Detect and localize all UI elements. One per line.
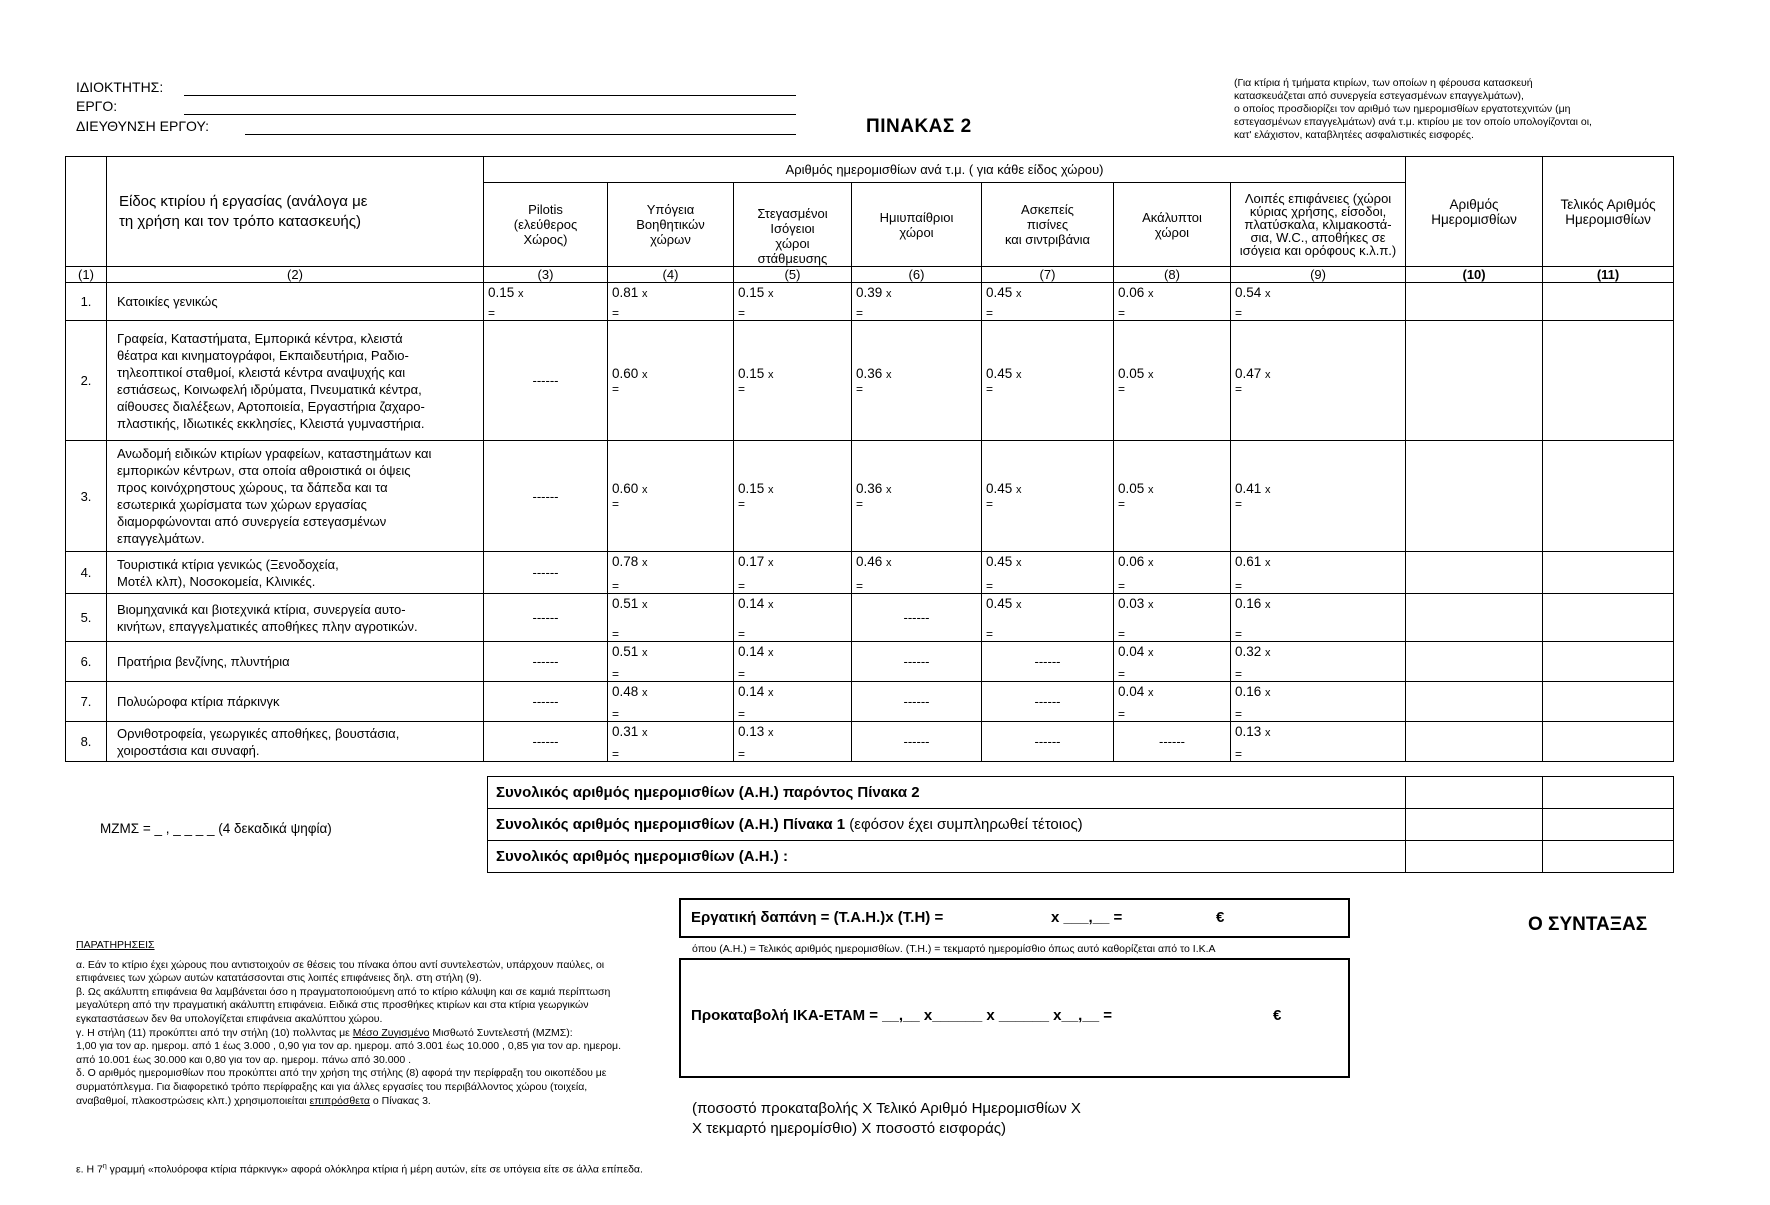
coefficient-cell[interactable] [852,441,982,552]
coefficient-value: 0.45 [986,481,1013,496]
coefficient-cell[interactable] [1114,594,1231,642]
col-header-parking: Στεγασμένοι Ισόγειοι χώροι στάθμευσης [734,183,852,267]
coefficient-value: 0.54 [1235,285,1262,300]
final-count-header: Τελικός Αριθμός Ημερομισθίων [1543,157,1674,267]
coefficient-cell[interactable] [608,441,734,552]
coefficient-value: 0.51 [612,596,639,611]
total-value-cell[interactable] [1406,777,1543,809]
coefficient-cell[interactable] [1114,552,1231,594]
col-number: (3) [484,267,608,283]
total-value-cell[interactable] [1406,841,1543,873]
equals-mark: = [1118,667,1126,681]
total-row-table1: Συνολικός αριθμός ημερομισθίων (Α.Η.) Πίνακα 1 (εφόσον έχει συμπληρωθεί τέτοιος) [488,809,1674,841]
row-number: 1. [66,283,107,321]
coefficient-cell[interactable] [1231,321,1406,441]
final-labor-days-cell[interactable] [1543,283,1674,321]
coefficient-cell[interactable] [734,552,852,594]
coefficient-value: 0.45 [986,365,1013,381]
coefficient-value: 0.39 [856,285,883,300]
not-applicable-cell: ------ [484,594,608,642]
multiply-mark: x [1148,687,1154,699]
multiply-mark: x [1265,288,1271,300]
coefficient-cell[interactable] [982,283,1114,321]
multiply-mark: x [768,484,774,496]
coefficient-cell[interactable] [734,441,852,552]
multiply-mark: x [642,557,648,569]
coefficient-cell[interactable] [1114,642,1231,682]
multiply-mark: x [768,727,774,739]
equals-mark: = [986,579,994,593]
labor-days-cell[interactable] [1406,722,1543,762]
col-number: (9) [1231,267,1406,283]
not-applicable-cell: ------ [484,682,608,722]
col-number: (10) [1406,267,1543,283]
header-note-line: ο οποίος προσδιορίζει τον αριθμό των ημερομισθίων εργατοτεχνιτών (μη [1234,103,1571,115]
equals-mark: = [612,747,620,761]
equals-mark: = [612,627,620,641]
coefficient-value: 0.17 [738,554,765,569]
project-field-line[interactable] [184,114,796,115]
labor-days-cell[interactable] [1406,441,1543,552]
not-applicable-cell: ------ [982,642,1114,682]
multiply-mark: x [1016,484,1022,496]
building-type: Πρατήρια βενζίνης, πλυντήρια [107,642,484,682]
multiply-mark: x [768,288,774,300]
totals-table [487,776,1674,873]
coefficient-cell[interactable] [608,594,734,642]
equals-mark: = [1118,381,1126,396]
multiply-mark: x [886,557,892,569]
not-applicable-cell: ------ [852,594,982,642]
header-note [1234,77,1674,142]
equals-mark: = [1118,306,1126,320]
observation-c: γ. Η στήλη (11) προκύπτει από την στήλη (10) πολλντας με Μέσο Ζυγισμένο Μισθωτό Συντελεστή (ΜΖΜΣ): [76,1026,573,1039]
multiply-mark: x [768,557,774,569]
multiply-mark: x [886,484,892,496]
multiply-mark: x [1265,557,1271,569]
coefficient-value: 0.47 [1235,365,1262,381]
equals-mark: = [738,707,746,721]
coefficient-value: 0.60 [612,365,639,381]
col-number: (6) [852,267,982,283]
building-type: Ανωδομή ειδικών κτιρίων γραφείων, καταστημάτων και εμπορικών κέντρων, στα οποία αθροιστικά οι όψεις προς κοινόχρηστους χώρους, τα δάπεδα και τα εσωτερικά χωρίσματα των χώρων εργασίας διαμορφώνονται από συνεργεία εστεγασμένων επαγγελμάτων. [107,441,484,552]
multiply-mark: x [886,368,892,381]
coefficient-cell[interactable] [1114,441,1231,552]
coefficient-value: 0.05 [1118,481,1145,496]
equals-mark: = [1235,497,1243,511]
coefficient-value: 0.51 [612,644,639,659]
header-note-line: κατασκευάζεται από συνεργεία εστεγασμένων επαγγελμάτων), [1234,90,1524,102]
multiply-mark: x [768,687,774,699]
table-row [66,321,1674,441]
row-number: 7. [66,682,107,722]
equals-mark: = [986,306,994,320]
multiply-mark: x [1016,599,1022,611]
equals-mark: = [738,627,746,641]
observations [76,939,636,1108]
equals-mark: = [856,579,864,593]
labor-cost-formula: Εργατική δαπάνη = (Τ.Α.Η.)x (Τ.Η) = [691,909,944,926]
coefficient-cell[interactable] [608,321,734,441]
multiply-mark: x [1148,647,1154,659]
coefficient-value: 0.41 [1235,481,1262,496]
final-labor-days-cell[interactable] [1543,642,1674,682]
coefficient-cell[interactable] [1114,682,1231,722]
building-type: Τουριστικά κτίρια γενικώς (Ξενοδοχεία, Μοτέλ κλπ), Νοσοκομεία, Κλινικές. [107,552,484,594]
not-applicable-cell: ------ [982,722,1114,762]
equals-mark: = [1118,627,1126,641]
col-number: (5) [734,267,852,283]
multiply-mark: x [1148,484,1154,496]
equals-mark: = [738,667,746,681]
labor-days-cell[interactable] [1406,642,1543,682]
coefficient-cell[interactable] [1231,594,1406,642]
header-note-line: (Για κτίρια ή τμήματα κτιρίων, των οποίων η φέρουσα κατασκευή [1234,77,1533,89]
coefficient-cell[interactable] [734,722,852,762]
building-type: Βιομηχανικά και βιοτεχνικά κτίρια, συνεργεία αυτο- κινήτων, επαγγελματικές αποθήκες πλην αγροτικών. [107,594,484,642]
coefficient-cell[interactable] [1231,682,1406,722]
equals-mark: = [1118,497,1126,511]
row-number: 6. [66,642,107,682]
final-labor-days-cell[interactable] [1543,682,1674,722]
multiply-mark: x [642,687,648,699]
equals-mark: = [1235,579,1243,593]
not-applicable-cell: ------ [484,321,608,441]
owner-field-line[interactable] [184,95,796,96]
building-type: Γραφεία, Καταστήματα, Εμπορικά κέντρα, κλειστά θέατρα και κινηματογράφοι, Εκπαιδευτήρια, Ραδιο- τηλεοπτικοί σταθμοί, κλειστά κέντρα αναψυχής και εστιάσεως, Κοινωφελή ιδρύματα, Πνευματικά κέντρα, αίθουσες διαλέξεων, Αρτοποιεία, Εργαστήρια ζαχαρο- πλαστικής, Ιδιωτικές εκκλησίες, Κλειστά γυμναστήρια. [107,321,484,441]
col-header-semi-open: Ημιυπαίθριοι χώροι [852,183,982,267]
coefficient-cell[interactable] [982,441,1114,552]
not-applicable-cell: ------ [852,682,982,722]
equals-mark: = [856,306,864,320]
address-label: ΔΙΕΥΘΥΝΣΗ ΕΡΓΟΥ: [76,118,209,134]
coefficient-cell[interactable] [608,682,734,722]
col-header-basements: Υπόγεια Βοηθητικών χώρων [608,183,734,267]
coefficient-value: 0.06 [1118,285,1145,300]
coefficient-cell[interactable] [982,321,1114,441]
observations-title: ΠΑΡΑΤΗΡΗΣΕΙΣ [76,939,155,951]
multiply-mark: x [1265,727,1271,739]
observation-b: β. Ως ακάλυπτη επιφάνεια θα λαμβάνεται όσο η πραγματοποιούμενη από το κτίριο κάλυψη και σε καμιά περίπτωση μεγαλύτερη από την πραγματική ακάλυπτη επιφάνεια. Ειδικά στις προσθήκες κτιρίων και στα κτίρια γεωργικών εγκαταστάσεων δεν θα υπολογίζεται επιφάνεια ακαλύπτου χώρου. [76,985,611,1025]
final-labor-days-cell[interactable] [1543,321,1674,441]
observation-c-rates: 1,00 για τον αρ. ημερομ. από 1 έως 3.000 , 0,90 για τον αρ. ημερομ. από 3.001 έως 10.000 , 0,85 για τον αρ. ημερομ. από 10.001 έως 30.000 και 0,80 για τον αρ. ημερομ. πάνω από 30.000 . [76,1040,622,1066]
coefficient-cell[interactable] [608,283,734,321]
coefficient-value: 0.15 [738,481,765,496]
multiply-mark: x [1265,368,1271,381]
table-header-row [66,157,1674,183]
multiply-mark: x [1148,288,1154,300]
address-field-line[interactable] [245,134,796,135]
col-header-other-areas: Λοιπές επιφάνειες (χώροι κύριας χρήσης, είσοδοι, πλατύσκαλα, κλιμακοστά- σια, W.C., αποθήκες σε ισόγεια και ορόφους κ.λ.π.) [1231,183,1406,267]
not-applicable-cell: ------ [484,441,608,552]
coefficient-value: 0.13 [738,724,765,739]
header-note-line: εστεγασμένων επαγγελμάτων) ανά τ.μ. κτιρίου με τον οποίο υπολογίζονται οι, [1234,116,1592,128]
equals-mark: = [1118,579,1126,593]
coefficient-value: 0.04 [1118,684,1145,699]
labor-days-cell[interactable] [1406,552,1543,594]
final-labor-days-cell[interactable] [1543,722,1674,762]
coefficient-cell[interactable] [734,594,852,642]
table-row [66,682,1674,722]
labor-cost-multiplier[interactable]: x ___,__ = [1051,909,1123,926]
not-applicable-cell: ------ [982,682,1114,722]
total-final-cell[interactable] [1543,777,1674,809]
coefficient-cell[interactable] [484,283,608,321]
multiply-mark: x [1265,687,1271,699]
coefficient-value: 0.13 [1235,724,1262,739]
coefficient-value: 0.60 [612,481,639,496]
equals-mark: = [612,306,620,320]
multiply-mark: x [1265,484,1271,496]
coefficient-cell[interactable] [734,283,852,321]
equals-mark: = [738,497,746,511]
coefficient-value: 0.45 [986,285,1013,300]
group-header: Αριθμός ημερομισθίων ανά τ.μ. ( για κάθε είδος χώρου) [484,157,1406,183]
page-title: ΠΙΝΑΚΑΣ 2 [866,116,972,137]
author-label: Ο ΣΥΝΤΑΞΑΣ [1528,914,1648,935]
coefficient-value: 0.16 [1235,596,1262,611]
coefficient-cell[interactable] [608,642,734,682]
advance-explanation: (ποσοστό προκαταβολής Χ Τελικό Αριθμό Ημερομισθίων Χ Χ τεκμαρτό ημερομίσθιο) Χ ποσοστό εισφοράς) [692,1100,1081,1137]
col-number: (11) [1543,267,1674,283]
owner-label: ΙΔΙΟΚΤΗΤΗΣ: [76,79,164,95]
col-number: (8) [1114,267,1231,283]
not-applicable-cell: ------ [484,552,608,594]
labor-days-cell[interactable] [1406,682,1543,722]
col-header-pools: Ασκεπείς πισίνες και σιντριβάνια [982,183,1114,267]
advance-formula[interactable]: Προκαταβολή ΙΚΑ-ΕΤΑΜ = __,__ x______ x ______ x__,__ = [691,1007,1112,1024]
col-number: (2) [107,267,484,283]
equals-mark: = [612,707,620,721]
equals-mark: = [1235,627,1243,641]
equals-mark: = [986,497,994,511]
multiply-mark: x [768,599,774,611]
coefficient-cell[interactable] [852,321,982,441]
coefficient-value: 0.36 [856,365,883,381]
labor-days-cell[interactable] [1406,594,1543,642]
not-applicable-cell: ------ [852,642,982,682]
coefficient-value: 0.45 [986,554,1013,569]
multiply-mark: x [1148,557,1154,569]
col-header-pilotis: Pilotis (ελεύθερος Χώρος) [484,183,608,267]
equals-mark: = [1235,747,1243,761]
equals-mark: = [488,306,496,320]
final-labor-days-cell[interactable] [1543,594,1674,642]
coefficient-cell[interactable] [734,682,852,722]
equals-mark: = [612,381,620,396]
labor-days-table [65,156,1674,762]
not-applicable-cell: ------ [852,722,982,762]
not-applicable-cell: ------ [1114,722,1231,762]
multiply-mark: x [1148,599,1154,611]
multiply-mark: x [1016,557,1022,569]
euro-sign: € [1273,1007,1282,1024]
coefficient-cell[interactable] [1114,321,1231,441]
coefficient-value: 0.61 [1235,554,1262,569]
coefficient-cell[interactable] [734,321,852,441]
equals-mark: = [1235,381,1243,396]
total-final-cell[interactable] [1543,809,1674,841]
multiply-mark: x [1016,288,1022,300]
equals-mark: = [738,579,746,593]
coefficient-value: 0.46 [856,554,883,569]
coefficient-cell[interactable] [1231,283,1406,321]
coefficient-value: 0.15 [488,285,515,300]
building-type: Πολυώροφα κτίρια πάρκινγκ [107,682,484,722]
project-label: ΕΡΓΟ: [76,98,118,114]
coefficient-value: 0.36 [856,481,883,496]
table-row [66,642,1674,682]
coefficient-cell[interactable] [982,552,1114,594]
coefficient-cell[interactable] [608,552,734,594]
multiply-mark: x [642,647,648,659]
equals-mark: = [612,667,620,681]
header-note-line: κατ' ελάχιστον, καταβλητέες ασφαλιστικές εισφορές. [1234,129,1474,141]
equals-mark: = [738,306,746,320]
coefficient-value: 0.78 [612,554,639,569]
coefficient-value: 0.32 [1235,644,1262,659]
coefficient-value: 0.15 [738,285,765,300]
coefficient-cell[interactable] [1231,642,1406,682]
coefficient-value: 0.48 [612,684,639,699]
coefficient-value: 0.14 [738,596,765,611]
table-row [66,722,1674,762]
coefficient-cell[interactable] [1231,441,1406,552]
multiply-mark: x [642,727,648,739]
coefficient-value: 0.31 [612,724,639,739]
description-header: Είδος κτιρίου ή εργασίας (ανάλογα με τη χρήση και τον τρόπο κατασκευής) [107,157,484,267]
multiply-mark: x [886,288,892,300]
row-number: 8. [66,722,107,762]
coefficient-cell[interactable] [608,722,734,762]
coefficient-cell[interactable] [1231,552,1406,594]
multiply-mark: x [768,368,774,381]
euro-sign: € [1216,909,1225,926]
not-applicable-cell: ------ [484,642,608,682]
equals-mark: = [856,497,864,511]
coefficient-value: 0.06 [1118,554,1145,569]
observation-d: δ. Ο αριθμός ημερομισθίων που προκύπτει από την χρήση της στήλης (8) αφορά την περίφραξη του οικοπέδου με συρματόπλεγμα. Για διαφορετικό τρόπο περίφραξης και για άλλες εργασίες του περιβάλλοντος χώρου (τοιχεία, αναβαθμοί, πλακοστρώσεις κλπ.) χρησιμοποιείται επιπρόσθετα ο Πίνακας 3. [76,1067,607,1107]
not-applicable-cell: ------ [484,722,608,762]
equals-mark: = [612,497,620,511]
coefficient-cell[interactable] [734,642,852,682]
coefficient-value: 0.14 [738,644,765,659]
mzms-field[interactable]: ΜΖΜΣ = _ , _ _ _ _ (4 δεκαδικά ψηφία) [100,821,332,836]
equals-mark: = [738,381,746,396]
column-number-row [66,267,1674,283]
multiply-mark: x [642,484,648,496]
col-header-open-space: Ακάλυπτοι χώροι [1114,183,1231,267]
table-row [66,283,1674,321]
count-header: Αριθμός Ημερομισθίων [1406,157,1543,267]
equals-mark: = [1235,667,1243,681]
coefficient-value: 0.14 [738,684,765,699]
total-row-all: Συνολικός αριθμός ημερομισθίων (Α.Η.) : [488,841,1674,873]
coefficient-value: 0.15 [738,365,765,381]
col-number: (1) [66,267,107,283]
multiply-mark: x [1265,647,1271,659]
labor-cost-box [679,898,1350,938]
table-row [66,594,1674,642]
multiply-mark: x [642,368,648,381]
col-number: (4) [608,267,734,283]
coefficient-value: 0.03 [1118,596,1145,611]
equals-mark: = [986,627,994,641]
coefficient-cell[interactable] [1114,283,1231,321]
coefficient-cell[interactable] [852,283,982,321]
equals-mark: = [1118,707,1126,721]
coefficient-value: 0.05 [1118,365,1145,381]
observation-a: α. Εάν το κτίριο έχει χώρους που αντιστοιχούν σε θέσεις του πίνακα όπου αντί συντελεστών, υπάρχουν παύλες, οι επιφάνειες των χώρων αυτών κατατάσσονται στις λοιπές επιφάνειες δηλ. στη στήλη (9). [76,958,605,985]
observation-e: ε. Η $7^\eta$ γραμμή «πολυόροφα κτίρια πάρκινγκ» αφορά ολόκληρα κτίρια ή μέρη αυτών, είτε σε υπόγεια είτε σε άλλα επίπεδα. [76,1163,643,1176]
row-number: 3. [66,441,107,552]
row-number: 5. [66,594,107,642]
coefficient-cell[interactable] [982,594,1114,642]
row-number: 4. [66,552,107,594]
coefficient-value: 0.04 [1118,644,1145,659]
coefficient-value: 0.81 [612,285,639,300]
multiply-mark: x [768,647,774,659]
equals-mark: = [986,381,994,396]
multiply-mark: x [642,599,648,611]
coefficient-cell[interactable] [852,552,982,594]
row-number: 2. [66,321,107,441]
labor-days-cell[interactable] [1406,283,1543,321]
equals-mark: = [612,579,620,593]
multiply-mark: x [1016,368,1022,381]
table-row [66,552,1674,594]
equals-mark: = [1235,306,1243,320]
multiply-mark: x [1148,368,1154,381]
coefficient-cell[interactable] [1231,722,1406,762]
multiply-mark: x [518,288,524,300]
coefficient-value: 0.16 [1235,684,1262,699]
advance-payment-box [679,958,1350,1078]
total-row-table2: Συνολικός αριθμός ημερομισθίων (Α.Η.) παρόντος Πίνακα 2 [488,777,1674,809]
multiply-mark: x [1265,599,1271,611]
building-type: Ορνιθοτροφεία, γεωργικές αποθήκες, βουστάσια, χοιροστάσια και συναφή. [107,722,484,762]
equals-mark: = [856,381,864,396]
final-labor-days-cell[interactable] [1543,552,1674,594]
col-number: (7) [982,267,1114,283]
building-type: Κατοικίες γενικώς [107,283,484,321]
labor-cost-note: όπου (Α.Η.) = Τελικός αριθμός ημερομισθίων. (Τ.Η.) = τεκμαρτό ημερομίσθιο όπως αυτό καθορίζεται από το Ι.Κ.Α [692,943,1216,955]
multiply-mark: x [642,288,648,300]
equals-mark: = [738,747,746,761]
total-value-cell[interactable] [1406,809,1543,841]
labor-days-cell[interactable] [1406,321,1543,441]
total-final-cell[interactable] [1543,841,1674,873]
equals-mark: = [1235,707,1243,721]
coefficient-value: 0.45 [986,596,1013,611]
final-labor-days-cell[interactable] [1543,441,1674,552]
table-row [66,441,1674,552]
